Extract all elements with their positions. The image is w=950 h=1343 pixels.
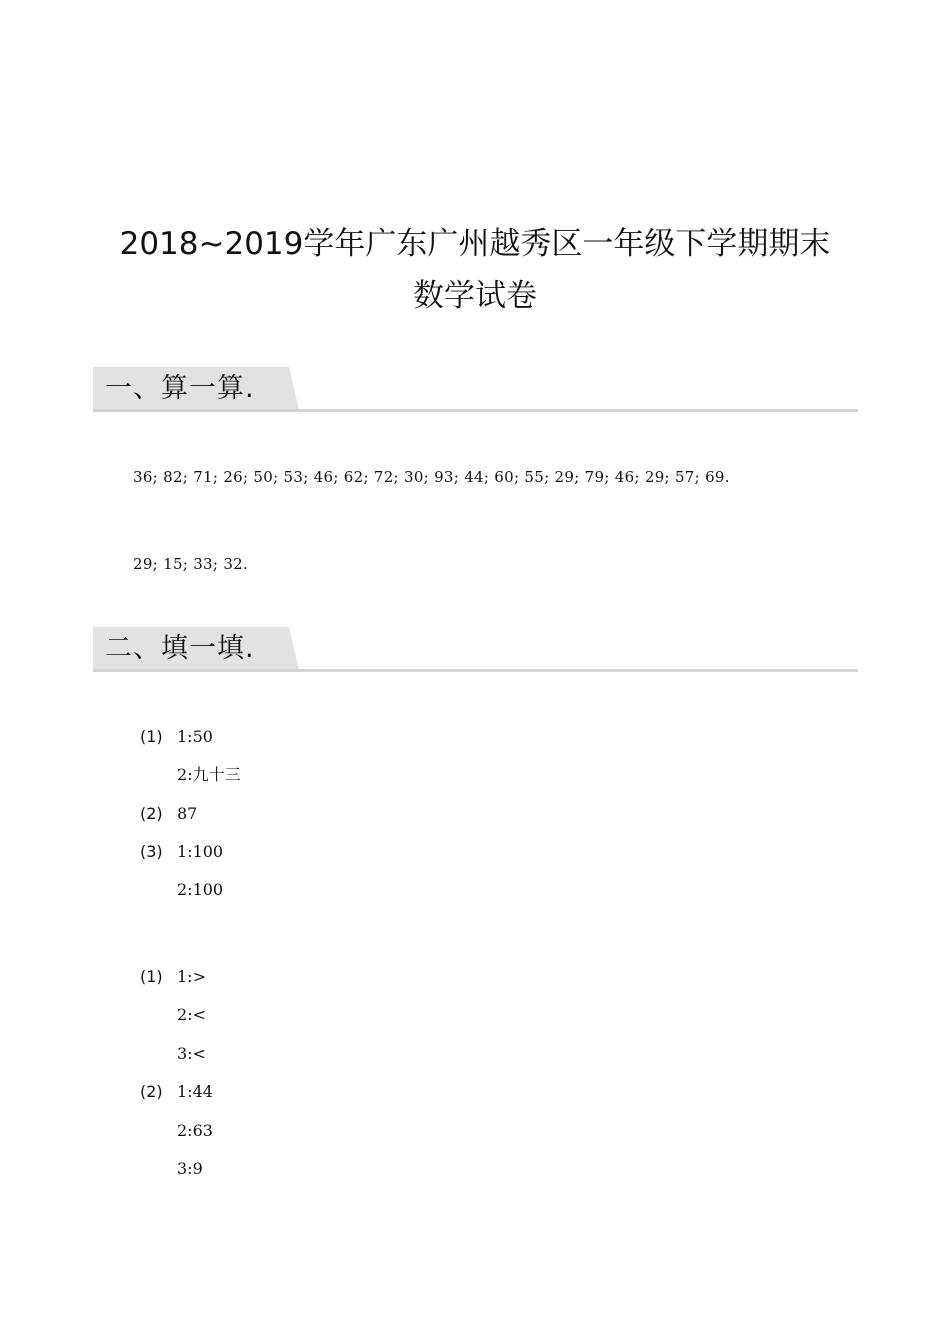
section-title: 一、算一算. <box>105 373 255 404</box>
item-number: (2) <box>140 804 163 823</box>
item-answer: 87 <box>177 804 198 823</box>
document-title-line2: 数学试卷 <box>413 278 537 314</box>
section-divider <box>93 669 858 672</box>
item-sub-answer: 2:九十三 <box>177 765 241 784</box>
section-divider <box>93 409 858 412</box>
answer-line: 29; 15; 33; 32. <box>133 555 249 573</box>
item-answer: 1:> <box>177 967 206 986</box>
section-title: 二、填一填. <box>105 633 255 664</box>
item-answer: 1:100 <box>177 842 224 861</box>
section-heading-calculate <box>93 367 858 413</box>
item-sub-answer: 2:100 <box>177 880 224 899</box>
document-title-line1: 2018~2019学年广东广州越秀区一年级下学期期末 <box>119 226 831 262</box>
item-sub-answer: 3:< <box>177 1044 206 1063</box>
answer-line: 36; 82; 71; 26; 50; 53; 46; 62; 72; 30; 93; 44; 60; 55; 29; 79; 46; 29; 57; 69. <box>133 468 730 486</box>
section-heading-fill-in <box>93 627 858 673</box>
item-answer: 1:44 <box>177 1082 213 1101</box>
item-number: (2) <box>140 1082 163 1101</box>
item-answer: 1:50 <box>177 727 213 746</box>
item-sub-answer: 2:63 <box>177 1121 213 1140</box>
item-number: (1) <box>140 727 163 746</box>
item-sub-answer: 2:< <box>177 1005 206 1024</box>
item-number: (1) <box>140 967 163 986</box>
item-number: (3) <box>140 842 163 861</box>
item-sub-answer: 3:9 <box>177 1159 203 1178</box>
